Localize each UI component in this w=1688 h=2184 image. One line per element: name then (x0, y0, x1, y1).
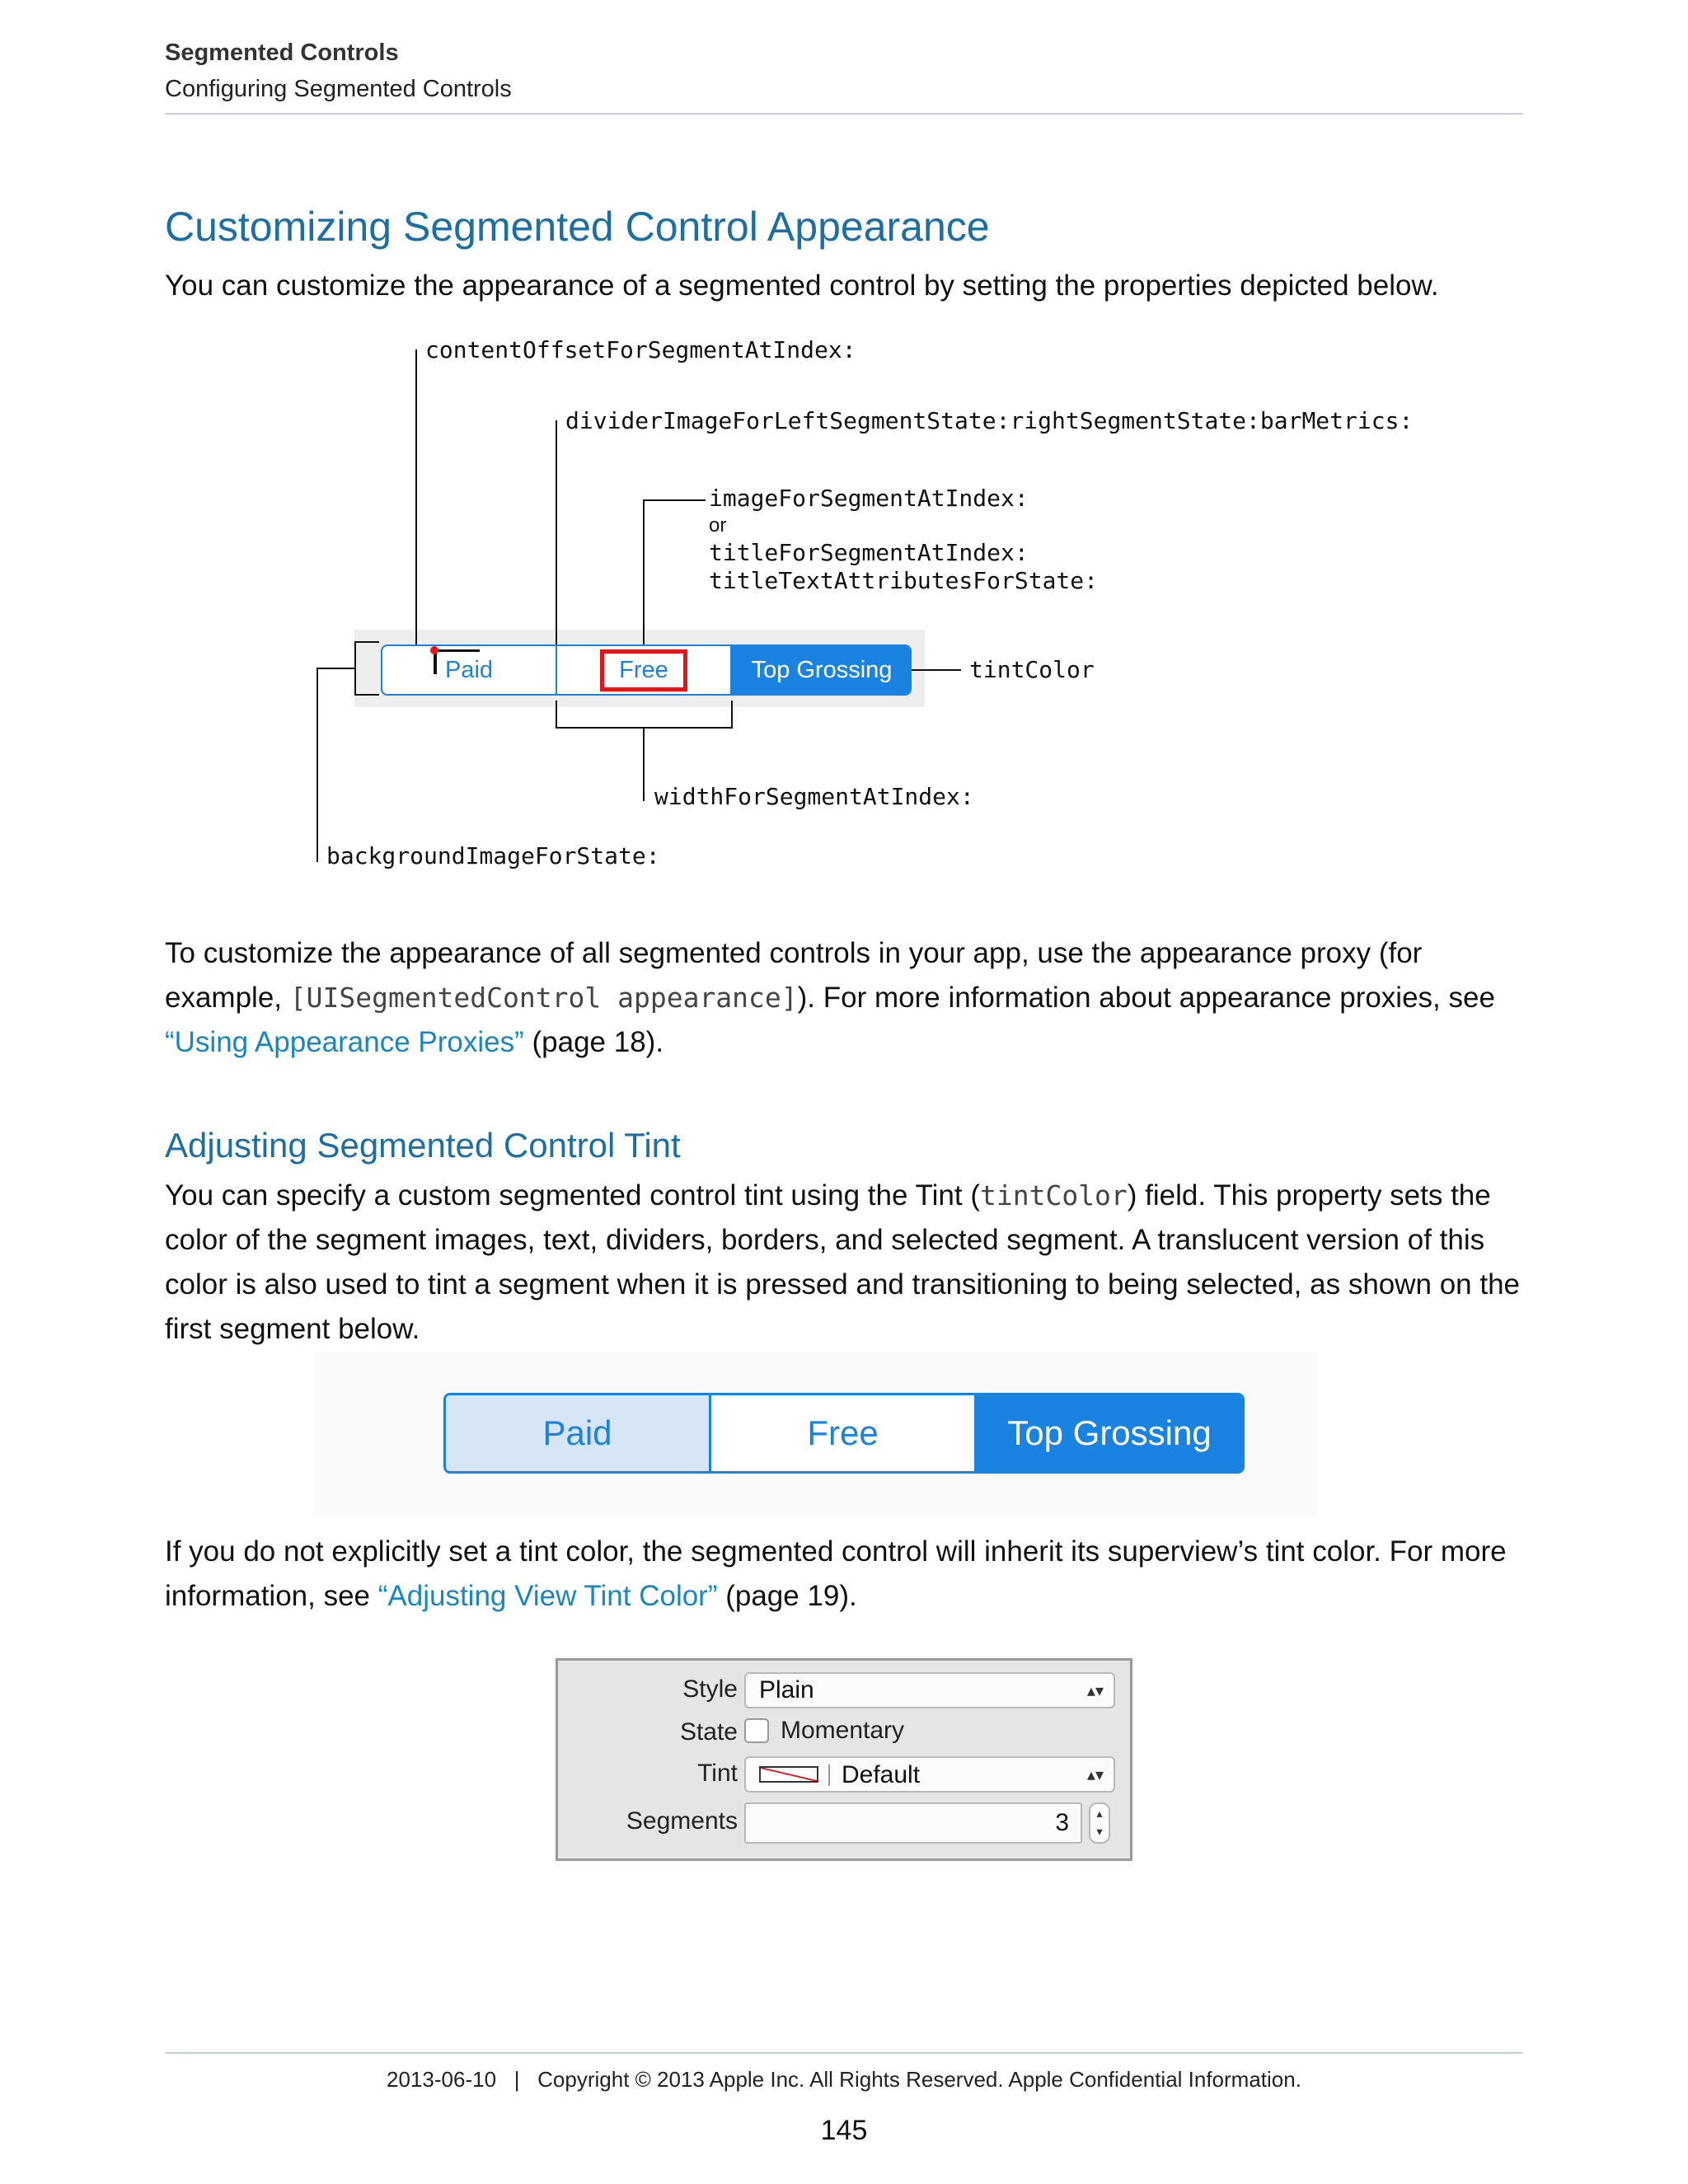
label-image-for-segment: imageForSegmentAtIndex: (709, 485, 1029, 512)
leader-divider-image (556, 420, 557, 648)
tint-value: Default (842, 1761, 921, 1788)
tint-example-segmented-control[interactable] (443, 1393, 1245, 1474)
tint-label: Tint (697, 1760, 738, 1787)
style-popup-arrows-icon: ▴▾ (1086, 1681, 1104, 1700)
content-offset-origin-dot (430, 646, 438, 654)
state-label: State (679, 1718, 738, 1746)
momentary-label: Momentary (781, 1717, 905, 1744)
label-width-for-segment: widthForSegmentAtIndex: (654, 783, 974, 810)
stepper-arrows-icon: ▴ ▾ (1096, 1807, 1103, 1838)
appearance-proxies-link[interactable]: “Using Appearance Proxies” (165, 1026, 524, 1058)
segment-free[interactable] (557, 646, 732, 694)
tint-segment-paid-label: Paid (542, 1413, 612, 1452)
segment-paid[interactable] (382, 646, 557, 694)
inherit-text-before: If you do not explicitly set a tint color, the segmented control will inherit its superview’s tint color. For more information, see (165, 1535, 1507, 1612)
section-title-tint: Adjusting Segmented Control Tint (165, 1126, 681, 1165)
adjusting-view-tint-link[interactable]: “Adjusting View Tint Color” (377, 1580, 718, 1612)
leader-width (643, 727, 645, 801)
tint-popup[interactable] (744, 1756, 1115, 1793)
tint-segment-free[interactable] (711, 1395, 977, 1471)
segment-free-label: Free (600, 649, 687, 691)
tint-paragraph (165, 1174, 1526, 1352)
tint-color-swatch-icon (759, 1766, 818, 1783)
leader-content-offset (415, 349, 417, 671)
page-number: 145 (820, 2115, 868, 2146)
tint-segment-top-grossing-label: Top Grossing (1007, 1413, 1212, 1452)
leader-tint-color (912, 669, 961, 671)
leader-image-top (643, 499, 706, 501)
momentary-checkbox[interactable] (744, 1718, 769, 1743)
style-value: Plain (759, 1676, 814, 1704)
tint-segment-top-grossing[interactable] (977, 1395, 1242, 1471)
label-content-offset: contentOffsetForSegmentAtIndex: (425, 336, 856, 363)
segment-top-grossing-label: Top Grossing (751, 656, 893, 683)
segments-value: 3 (1055, 1809, 1069, 1836)
width-bracket-right (731, 701, 733, 729)
footer-copyright: 2013-06-10 | Copyright © 2013 Apple Inc. All Rights Reserved. Apple Confidential Information. (387, 2067, 1301, 2092)
tint-popup-divider (828, 1765, 830, 1786)
attributes-inspector (556, 1658, 1132, 1861)
appearance-diagram (0, 0, 1688, 907)
appearance-text-middle: ). For more information about appearance proxies, see (797, 982, 1495, 1014)
label-or: or (709, 514, 727, 537)
leader-background-v (316, 668, 318, 862)
label-title-for-segment: titleForSegmentAtIndex: (709, 539, 1029, 566)
bg-bracket-top (354, 641, 379, 643)
tint-code: tintColor (979, 1179, 1128, 1212)
label-tint-color: tintColor (969, 656, 1095, 683)
segment-top-grossing[interactable] (732, 646, 912, 694)
appearance-text-after: (page 18). (523, 1026, 664, 1058)
running-header-section: Configuring Segmented Controls (165, 76, 512, 102)
section-title-customizing: Customizing Segmented Control Appearance (165, 204, 990, 250)
appearance-code: [UISegmentedControl appearance] (289, 982, 798, 1014)
segments-stepper[interactable] (1089, 1802, 1110, 1844)
inherit-tint-paragraph (165, 1530, 1526, 1619)
tint-popup-arrows-icon: ▴▾ (1086, 1765, 1104, 1784)
tint-segment-paid[interactable] (446, 1395, 711, 1471)
tint-segment-free-label: Free (807, 1413, 879, 1452)
style-popup[interactable] (744, 1672, 1115, 1708)
content-offset-arrow-right (434, 649, 480, 652)
label-divider-image: dividerImageForLeftSegmentState:rightSegmentState:barMetrics: (565, 407, 1414, 434)
leader-background-h (316, 668, 356, 669)
tint-text-before: You can specify a custom segmented control tint using the Tint ( (165, 1179, 980, 1212)
segment-paid-label: Paid (444, 656, 494, 683)
leader-image-vertical (643, 499, 645, 651)
segments-label: Segments (626, 1807, 738, 1835)
footer-divider (165, 2052, 1523, 2054)
sample-segmented-control[interactable] (381, 644, 912, 696)
section-intro: You can customize the appearance of a segmented control by setting the properties depicted below. (165, 269, 1439, 302)
appearance-proxy-paragraph (165, 931, 1526, 1065)
label-background-image: backgroundImageForState: (326, 842, 660, 869)
width-bracket-left (556, 701, 557, 729)
style-label: Style (682, 1675, 738, 1703)
running-header-chapter: Segmented Controls (165, 40, 399, 66)
segments-field[interactable] (744, 1802, 1082, 1844)
tint-text-after: ) field. This property sets the color of the segment images, text, dividers, borders, and selected segment. A translucent version of this color is also used to tint a segment when it is pressed and transitioning to being selected, as shown on the first segment below. (165, 1179, 1521, 1345)
label-title-text-attributes: titleTextAttributesForState: (709, 567, 1099, 594)
inherit-text-after: (page 19). (717, 1580, 857, 1612)
appearance-text-before: To customize the appearance of all segmented controls in your app, use the appearance proxy (for example, (165, 937, 1423, 1014)
bg-bracket-bottom (354, 694, 379, 696)
